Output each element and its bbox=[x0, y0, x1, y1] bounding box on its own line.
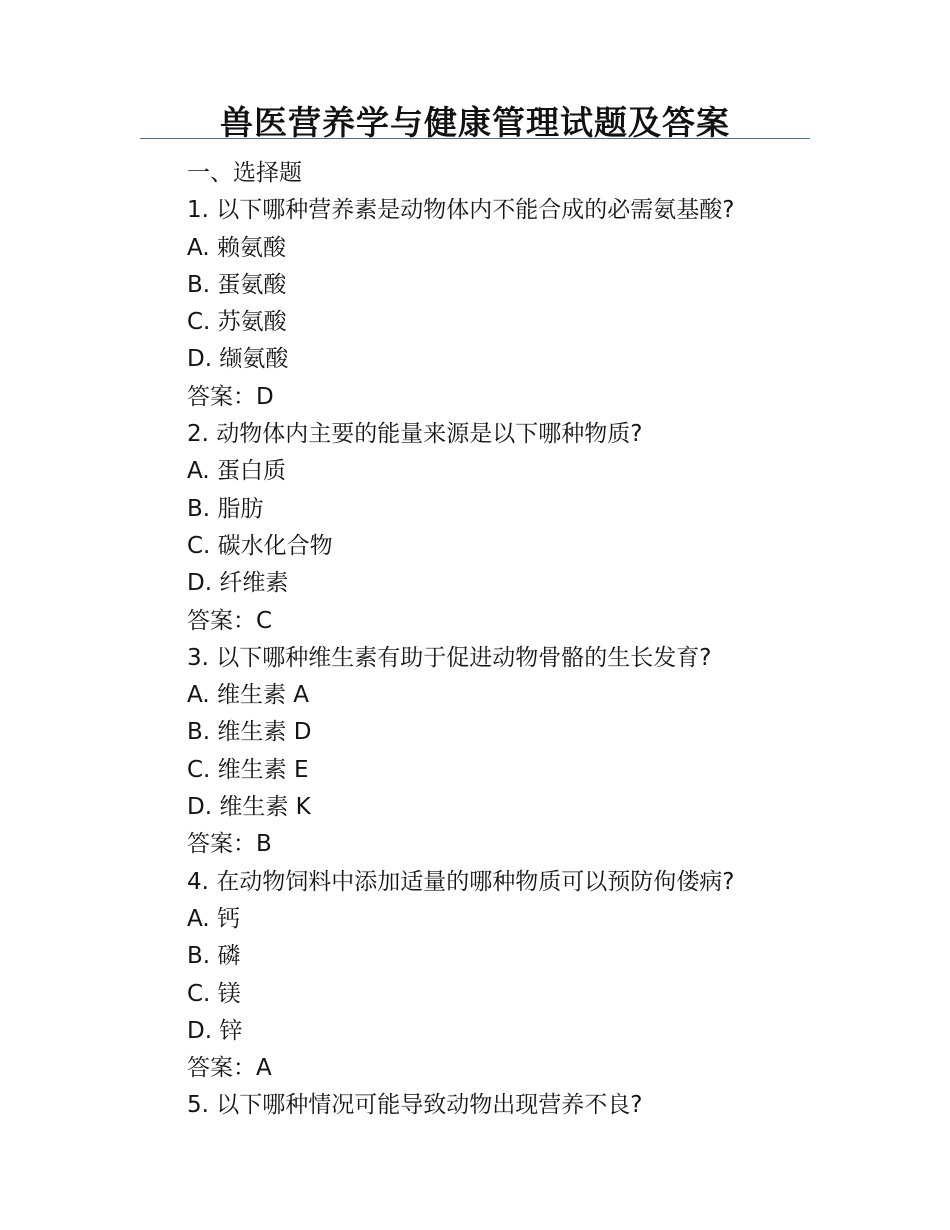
answer: 答案：A bbox=[187, 1055, 272, 1082]
question-text: 1. 以下哪种营养素是动物体内不能合成的必需氨基酸? bbox=[187, 197, 735, 224]
question-text: 3. 以下哪种维生素有助于促进动物骨骼的生长发育? bbox=[187, 644, 712, 671]
section-heading: 一、选择题 bbox=[187, 160, 302, 186]
option-b: B. 磷 bbox=[187, 943, 241, 970]
question-1 bbox=[187, 192, 887, 416]
question-4 bbox=[187, 864, 887, 1088]
document-body bbox=[187, 155, 887, 1125]
answer: 答案：B bbox=[187, 831, 272, 858]
option-d: D. 维生素 K bbox=[187, 794, 311, 821]
title-underline bbox=[140, 138, 810, 139]
option-b: B. 蛋氨酸 bbox=[187, 271, 287, 298]
answer: 答案：C bbox=[187, 607, 273, 634]
option-b: B. 脂肪 bbox=[187, 495, 264, 522]
option-d: D. 纤维素 bbox=[187, 570, 289, 597]
option-a: A. 赖氨酸 bbox=[187, 234, 286, 261]
option-a: A. 钙 bbox=[187, 905, 240, 932]
answer: 答案：D bbox=[187, 383, 274, 410]
document-title: 兽医营养学与健康管理试题及答案 bbox=[220, 103, 730, 142]
question-2 bbox=[187, 416, 887, 640]
option-d: D. 缬氨酸 bbox=[187, 346, 289, 373]
question-text: 5. 以下哪种情况可能导致动物出现营养不良? bbox=[187, 1092, 643, 1119]
question-text: 2. 动物体内主要的能量来源是以下哪种物质? bbox=[187, 421, 643, 448]
question-3 bbox=[187, 640, 887, 864]
option-a: A. 维生素 A bbox=[187, 682, 309, 709]
option-c: C. 碳水化合物 bbox=[187, 532, 333, 559]
option-c: C. 苏氨酸 bbox=[187, 309, 287, 336]
option-b: B. 维生素 D bbox=[187, 719, 312, 746]
option-c: C. 维生素 E bbox=[187, 756, 309, 783]
option-c: C. 镁 bbox=[187, 980, 241, 1007]
question-5 bbox=[187, 1087, 887, 1124]
option-a: A. 蛋白质 bbox=[187, 458, 286, 485]
option-d: D. 锌 bbox=[187, 1017, 243, 1044]
question-text: 4. 在动物饲料中添加适量的哪种物质可以预防佝偻病? bbox=[187, 868, 735, 895]
